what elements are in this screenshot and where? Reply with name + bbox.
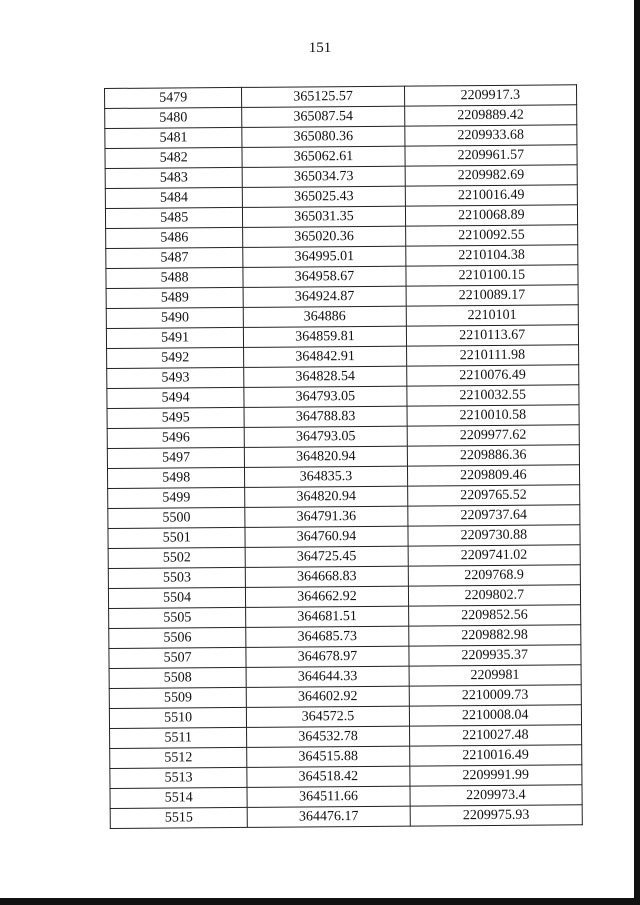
coordinates-table-body bbox=[105, 85, 583, 829]
scan-edge-bottom bbox=[0, 898, 640, 905]
point-id-cell: 5492 bbox=[107, 347, 244, 368]
point-id-cell: 5483 bbox=[105, 167, 242, 188]
point-id-cell: 5481 bbox=[105, 127, 242, 148]
table-row bbox=[110, 805, 582, 829]
point-id-cell: 5501 bbox=[108, 527, 245, 548]
y-coordinate-cell: 2209882.98 bbox=[408, 625, 581, 646]
y-coordinate-cell: 2209809.46 bbox=[407, 465, 580, 486]
x-coordinate-cell: 365020.36 bbox=[243, 226, 405, 247]
x-coordinate-cell: 365031.35 bbox=[243, 206, 405, 227]
point-id-cell: 5480 bbox=[105, 107, 242, 128]
y-coordinate-cell: 2209977.62 bbox=[407, 425, 580, 446]
point-id-cell: 5493 bbox=[107, 367, 244, 388]
y-coordinate-cell: 2210089.17 bbox=[406, 285, 579, 306]
x-coordinate-cell: 364476.17 bbox=[247, 806, 409, 827]
point-id-cell: 5494 bbox=[107, 387, 244, 408]
x-coordinate-cell: 364644.33 bbox=[246, 666, 408, 687]
y-coordinate-cell: 2210008.04 bbox=[409, 705, 582, 726]
point-id-cell: 5484 bbox=[105, 187, 242, 208]
point-id-cell: 5515 bbox=[110, 807, 247, 828]
point-id-cell: 5512 bbox=[110, 747, 247, 768]
point-id-cell: 5498 bbox=[107, 467, 244, 488]
x-coordinate-cell: 364859.81 bbox=[244, 326, 406, 347]
x-coordinate-cell: 365125.57 bbox=[242, 86, 404, 107]
point-id-cell: 5508 bbox=[109, 667, 246, 688]
y-coordinate-cell: 2209981 bbox=[409, 665, 582, 686]
point-id-cell: 5507 bbox=[109, 647, 246, 668]
x-coordinate-cell: 364788.83 bbox=[244, 406, 406, 427]
y-coordinate-cell: 2209768.9 bbox=[408, 565, 581, 586]
coordinates-table-wrapper bbox=[104, 84, 583, 829]
x-coordinate-cell: 365025.43 bbox=[243, 186, 405, 207]
x-coordinate-cell: 365080.36 bbox=[242, 126, 404, 147]
point-id-cell: 5489 bbox=[106, 287, 243, 308]
point-id-cell: 5496 bbox=[107, 427, 244, 448]
y-coordinate-cell: 2210068.89 bbox=[405, 205, 578, 226]
page-number: 151 bbox=[308, 40, 332, 56]
point-id-cell: 5487 bbox=[106, 247, 243, 268]
y-coordinate-cell: 2210092.55 bbox=[405, 225, 578, 246]
x-coordinate-cell: 365087.54 bbox=[242, 106, 404, 127]
point-id-cell: 5497 bbox=[107, 447, 244, 468]
y-coordinate-cell: 2210104.38 bbox=[405, 245, 578, 266]
x-coordinate-cell: 364511.66 bbox=[247, 786, 409, 807]
y-coordinate-cell: 2209961.57 bbox=[405, 145, 578, 166]
x-coordinate-cell: 364886 bbox=[244, 306, 406, 327]
x-coordinate-cell: 364572.5 bbox=[247, 706, 409, 727]
x-coordinate-cell: 365034.73 bbox=[242, 166, 404, 187]
y-coordinate-cell: 2209730.88 bbox=[408, 525, 581, 546]
y-coordinate-cell: 2209991.99 bbox=[409, 765, 582, 786]
x-coordinate-cell: 364791.36 bbox=[245, 506, 407, 527]
point-id-cell: 5503 bbox=[108, 567, 245, 588]
y-coordinate-cell: 2210010.58 bbox=[407, 405, 580, 426]
y-coordinate-cell: 2209741.02 bbox=[408, 545, 581, 566]
point-id-cell: 5495 bbox=[107, 407, 244, 428]
x-coordinate-cell: 364958.67 bbox=[243, 266, 405, 287]
x-coordinate-cell: 364793.05 bbox=[244, 386, 406, 407]
y-coordinate-cell: 2209917.3 bbox=[404, 85, 577, 106]
x-coordinate-cell: 364518.42 bbox=[247, 766, 409, 787]
point-id-cell: 5485 bbox=[105, 207, 242, 228]
y-coordinate-cell: 2210009.73 bbox=[409, 685, 582, 706]
y-coordinate-cell: 2209889.42 bbox=[404, 105, 577, 126]
point-id-cell: 5482 bbox=[105, 147, 242, 168]
x-coordinate-cell: 364760.94 bbox=[245, 526, 407, 547]
point-id-cell: 5491 bbox=[106, 327, 243, 348]
x-coordinate-cell: 364532.78 bbox=[247, 726, 409, 747]
x-coordinate-cell: 364662.92 bbox=[246, 586, 408, 607]
point-id-cell: 5513 bbox=[110, 767, 247, 788]
y-coordinate-cell: 2209975.93 bbox=[410, 805, 583, 826]
point-id-cell: 5510 bbox=[109, 707, 246, 728]
x-coordinate-cell: 364924.87 bbox=[243, 286, 405, 307]
x-coordinate-cell: 364793.05 bbox=[244, 426, 406, 447]
y-coordinate-cell: 2209933.68 bbox=[404, 125, 577, 146]
y-coordinate-cell: 2210076.49 bbox=[406, 365, 579, 386]
x-coordinate-cell: 364668.83 bbox=[246, 566, 408, 587]
y-coordinate-cell: 2210032.55 bbox=[406, 385, 579, 406]
point-id-cell: 5502 bbox=[108, 547, 245, 568]
y-coordinate-cell: 2210016.49 bbox=[405, 185, 578, 206]
x-coordinate-cell: 364835.3 bbox=[245, 466, 407, 487]
x-coordinate-cell: 364828.54 bbox=[244, 366, 406, 387]
point-id-cell: 5505 bbox=[109, 607, 246, 628]
y-coordinate-cell: 2209765.52 bbox=[407, 485, 580, 506]
y-coordinate-cell: 2209973.4 bbox=[410, 785, 583, 806]
x-coordinate-cell: 364685.73 bbox=[246, 626, 408, 647]
point-id-cell: 5514 bbox=[110, 787, 247, 808]
y-coordinate-cell: 2210113.67 bbox=[406, 325, 579, 346]
point-id-cell: 5511 bbox=[110, 727, 247, 748]
y-coordinate-cell: 2209935.37 bbox=[409, 645, 582, 666]
point-id-cell: 5504 bbox=[108, 587, 245, 608]
coordinates-table bbox=[104, 84, 583, 829]
x-coordinate-cell: 364820.94 bbox=[245, 486, 407, 507]
x-coordinate-cell: 364681.51 bbox=[246, 606, 408, 627]
x-coordinate-cell: 365062.61 bbox=[242, 146, 404, 167]
y-coordinate-cell: 2209852.56 bbox=[408, 605, 581, 626]
point-id-cell: 5509 bbox=[109, 687, 246, 708]
x-coordinate-cell: 364678.97 bbox=[246, 646, 408, 667]
point-id-cell: 5488 bbox=[106, 267, 243, 288]
y-coordinate-cell: 2209737.64 bbox=[407, 505, 580, 526]
x-coordinate-cell: 364820.94 bbox=[245, 446, 407, 467]
y-coordinate-cell: 2210100.15 bbox=[406, 265, 579, 286]
y-coordinate-cell: 2210016.49 bbox=[409, 745, 582, 766]
point-id-cell: 5500 bbox=[108, 507, 245, 528]
y-coordinate-cell: 2210101 bbox=[406, 305, 579, 326]
point-id-cell: 5479 bbox=[105, 87, 242, 108]
scan-edge-right bbox=[634, 0, 640, 905]
y-coordinate-cell: 2209886.36 bbox=[407, 445, 580, 466]
x-coordinate-cell: 364842.91 bbox=[244, 346, 406, 367]
y-coordinate-cell: 2210027.48 bbox=[409, 725, 582, 746]
y-coordinate-cell: 2209982.69 bbox=[405, 165, 578, 186]
point-id-cell: 5486 bbox=[106, 227, 243, 248]
x-coordinate-cell: 364995.01 bbox=[243, 246, 405, 267]
y-coordinate-cell: 2209802.7 bbox=[408, 585, 581, 606]
point-id-cell: 5490 bbox=[106, 307, 243, 328]
x-coordinate-cell: 364602.92 bbox=[247, 686, 409, 707]
x-coordinate-cell: 364725.45 bbox=[245, 546, 407, 567]
y-coordinate-cell: 2210111.98 bbox=[406, 345, 579, 366]
x-coordinate-cell: 364515.88 bbox=[247, 746, 409, 767]
point-id-cell: 5499 bbox=[108, 487, 245, 508]
point-id-cell: 5506 bbox=[109, 627, 246, 648]
